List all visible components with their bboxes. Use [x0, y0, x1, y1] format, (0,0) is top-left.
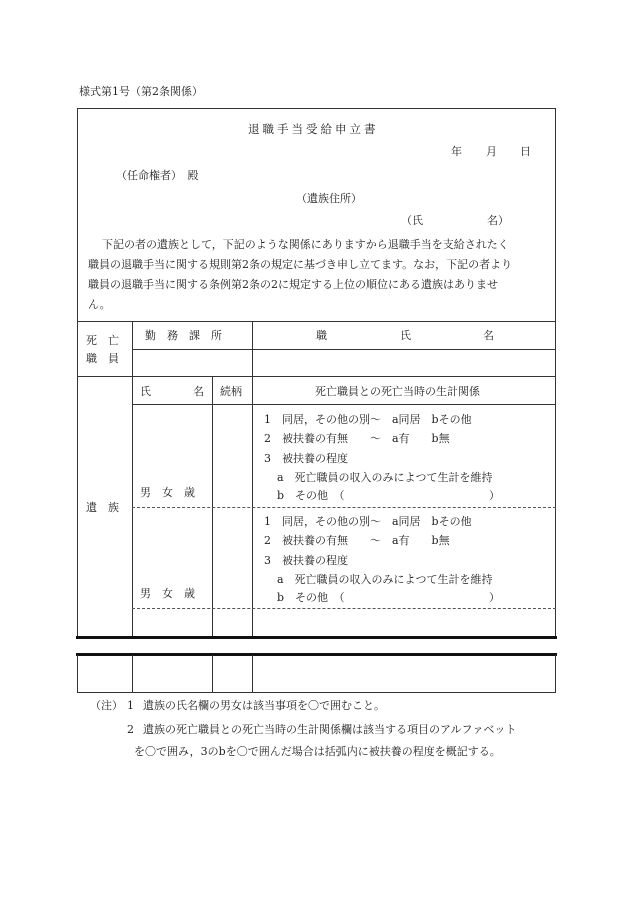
relation-line: 1 同居，その他の別～ a同居 bその他: [264, 515, 472, 528]
frame-top-border: [77, 108, 556, 109]
relation-line: a 死亡職員の収入のみによつて生計を維持: [277, 471, 493, 484]
relation-line: b その他 （: [277, 591, 345, 604]
frame-left-border: [77, 108, 78, 637]
relation-line: 3 被扶養の程度: [264, 452, 348, 465]
entry-separator: [132, 608, 556, 609]
position-header: 職: [316, 329, 327, 342]
relation-line: a 死亡職員の収入のみによつて生計を維持: [277, 573, 493, 586]
bereaved-label: 遺 族: [86, 501, 119, 514]
continuation-divider-2: [212, 655, 213, 692]
note-2-text-continued: を〇で囲み，3のbを〇で囲んだ場合は括弧内に被扶養の程度を概記する。: [134, 745, 501, 758]
note-marker: （注）: [90, 699, 123, 712]
relation-line: 3 被扶養の程度: [264, 554, 348, 567]
name-open-label: （氏: [401, 214, 423, 227]
office-header: 勤 務 課 所: [145, 329, 222, 342]
deceased-label-bottom: 職 員: [86, 352, 119, 365]
note-2-text: 遺族の死亡職員との死亡当時の生計関係欄は該当する項目のアルファベット: [143, 723, 517, 736]
statement-line: 下記の者の遺族として，下記のような関係にありますから退職手当を支給されたく: [102, 238, 509, 251]
deceased-top-rule: [77, 321, 556, 322]
appointer-line: （任命権者） 殿: [116, 169, 199, 182]
entry-separator: [132, 507, 556, 508]
statement-line: ん。: [88, 298, 111, 311]
col-livelihood-header: 死亡職員との死亡当時の生計関係: [315, 385, 480, 398]
bereaved-address-label: （遺族住所）: [296, 192, 362, 205]
deceased-mid-rule: [132, 349, 556, 350]
note-1-text: 遺族の氏名欄の男女は該当事項を〇で囲むこと。: [143, 699, 385, 712]
continuation-divider-1: [132, 655, 133, 692]
bereaved-header-rule: [132, 404, 556, 405]
deceased-col-divider-1: [132, 321, 133, 376]
deceased-col-divider-2: [252, 321, 253, 376]
date-year: 年: [451, 145, 462, 158]
note-1-number: 1: [127, 699, 134, 712]
name-close-label: 名）: [487, 214, 509, 227]
continuation-divider-3: [252, 655, 253, 692]
note-2-number: 2: [127, 723, 134, 736]
gender-age-2: 男 女 歳: [140, 587, 195, 600]
form-title: 退職手当受給申立書: [248, 122, 379, 136]
relation-line-close: ）: [489, 489, 500, 502]
date-month: 月: [486, 145, 497, 158]
deceased-label-top: 死 亡: [86, 334, 119, 347]
gender-age-1: 男 女 歳: [140, 486, 195, 499]
statement-line: 職員の退職手当に関する規則第2条の規定に基づき申し立てます。なお，下記の者より: [88, 258, 513, 271]
date-day: 日: [520, 145, 531, 158]
table-break-rule-bottom: [76, 653, 557, 656]
relation-line: 2 被扶養の有無 ～ a有 b無: [264, 432, 450, 445]
col-relation-header: 続柄: [220, 385, 242, 398]
name-header-first: 氏: [400, 329, 411, 342]
continuation-left-border: [77, 655, 78, 692]
continuation-right-border: [555, 655, 556, 692]
col-name-first: 氏: [140, 385, 151, 398]
deceased-bottom-rule: [77, 376, 556, 377]
relation-line-close: ）: [489, 591, 500, 604]
table-break-rule-top: [76, 636, 557, 639]
continuation-bottom-rule: [77, 692, 556, 693]
name-header-second: 名: [483, 329, 494, 342]
relation-line: 2 被扶養の有無 ～ a有 b無: [264, 534, 450, 547]
form-number-label: 様式第1号（第2条関係）: [79, 85, 203, 98]
relation-line: b その他 （: [277, 489, 345, 502]
frame-right-border: [555, 108, 556, 637]
relation-line: 1 同居，その他の別～ a同居 bその他: [264, 413, 472, 426]
col-name-second: 名: [193, 385, 204, 398]
statement-line: 職員の退職手当に関する条例第2条の2に規定する上位の順位にある遺族はありませ: [88, 278, 498, 291]
